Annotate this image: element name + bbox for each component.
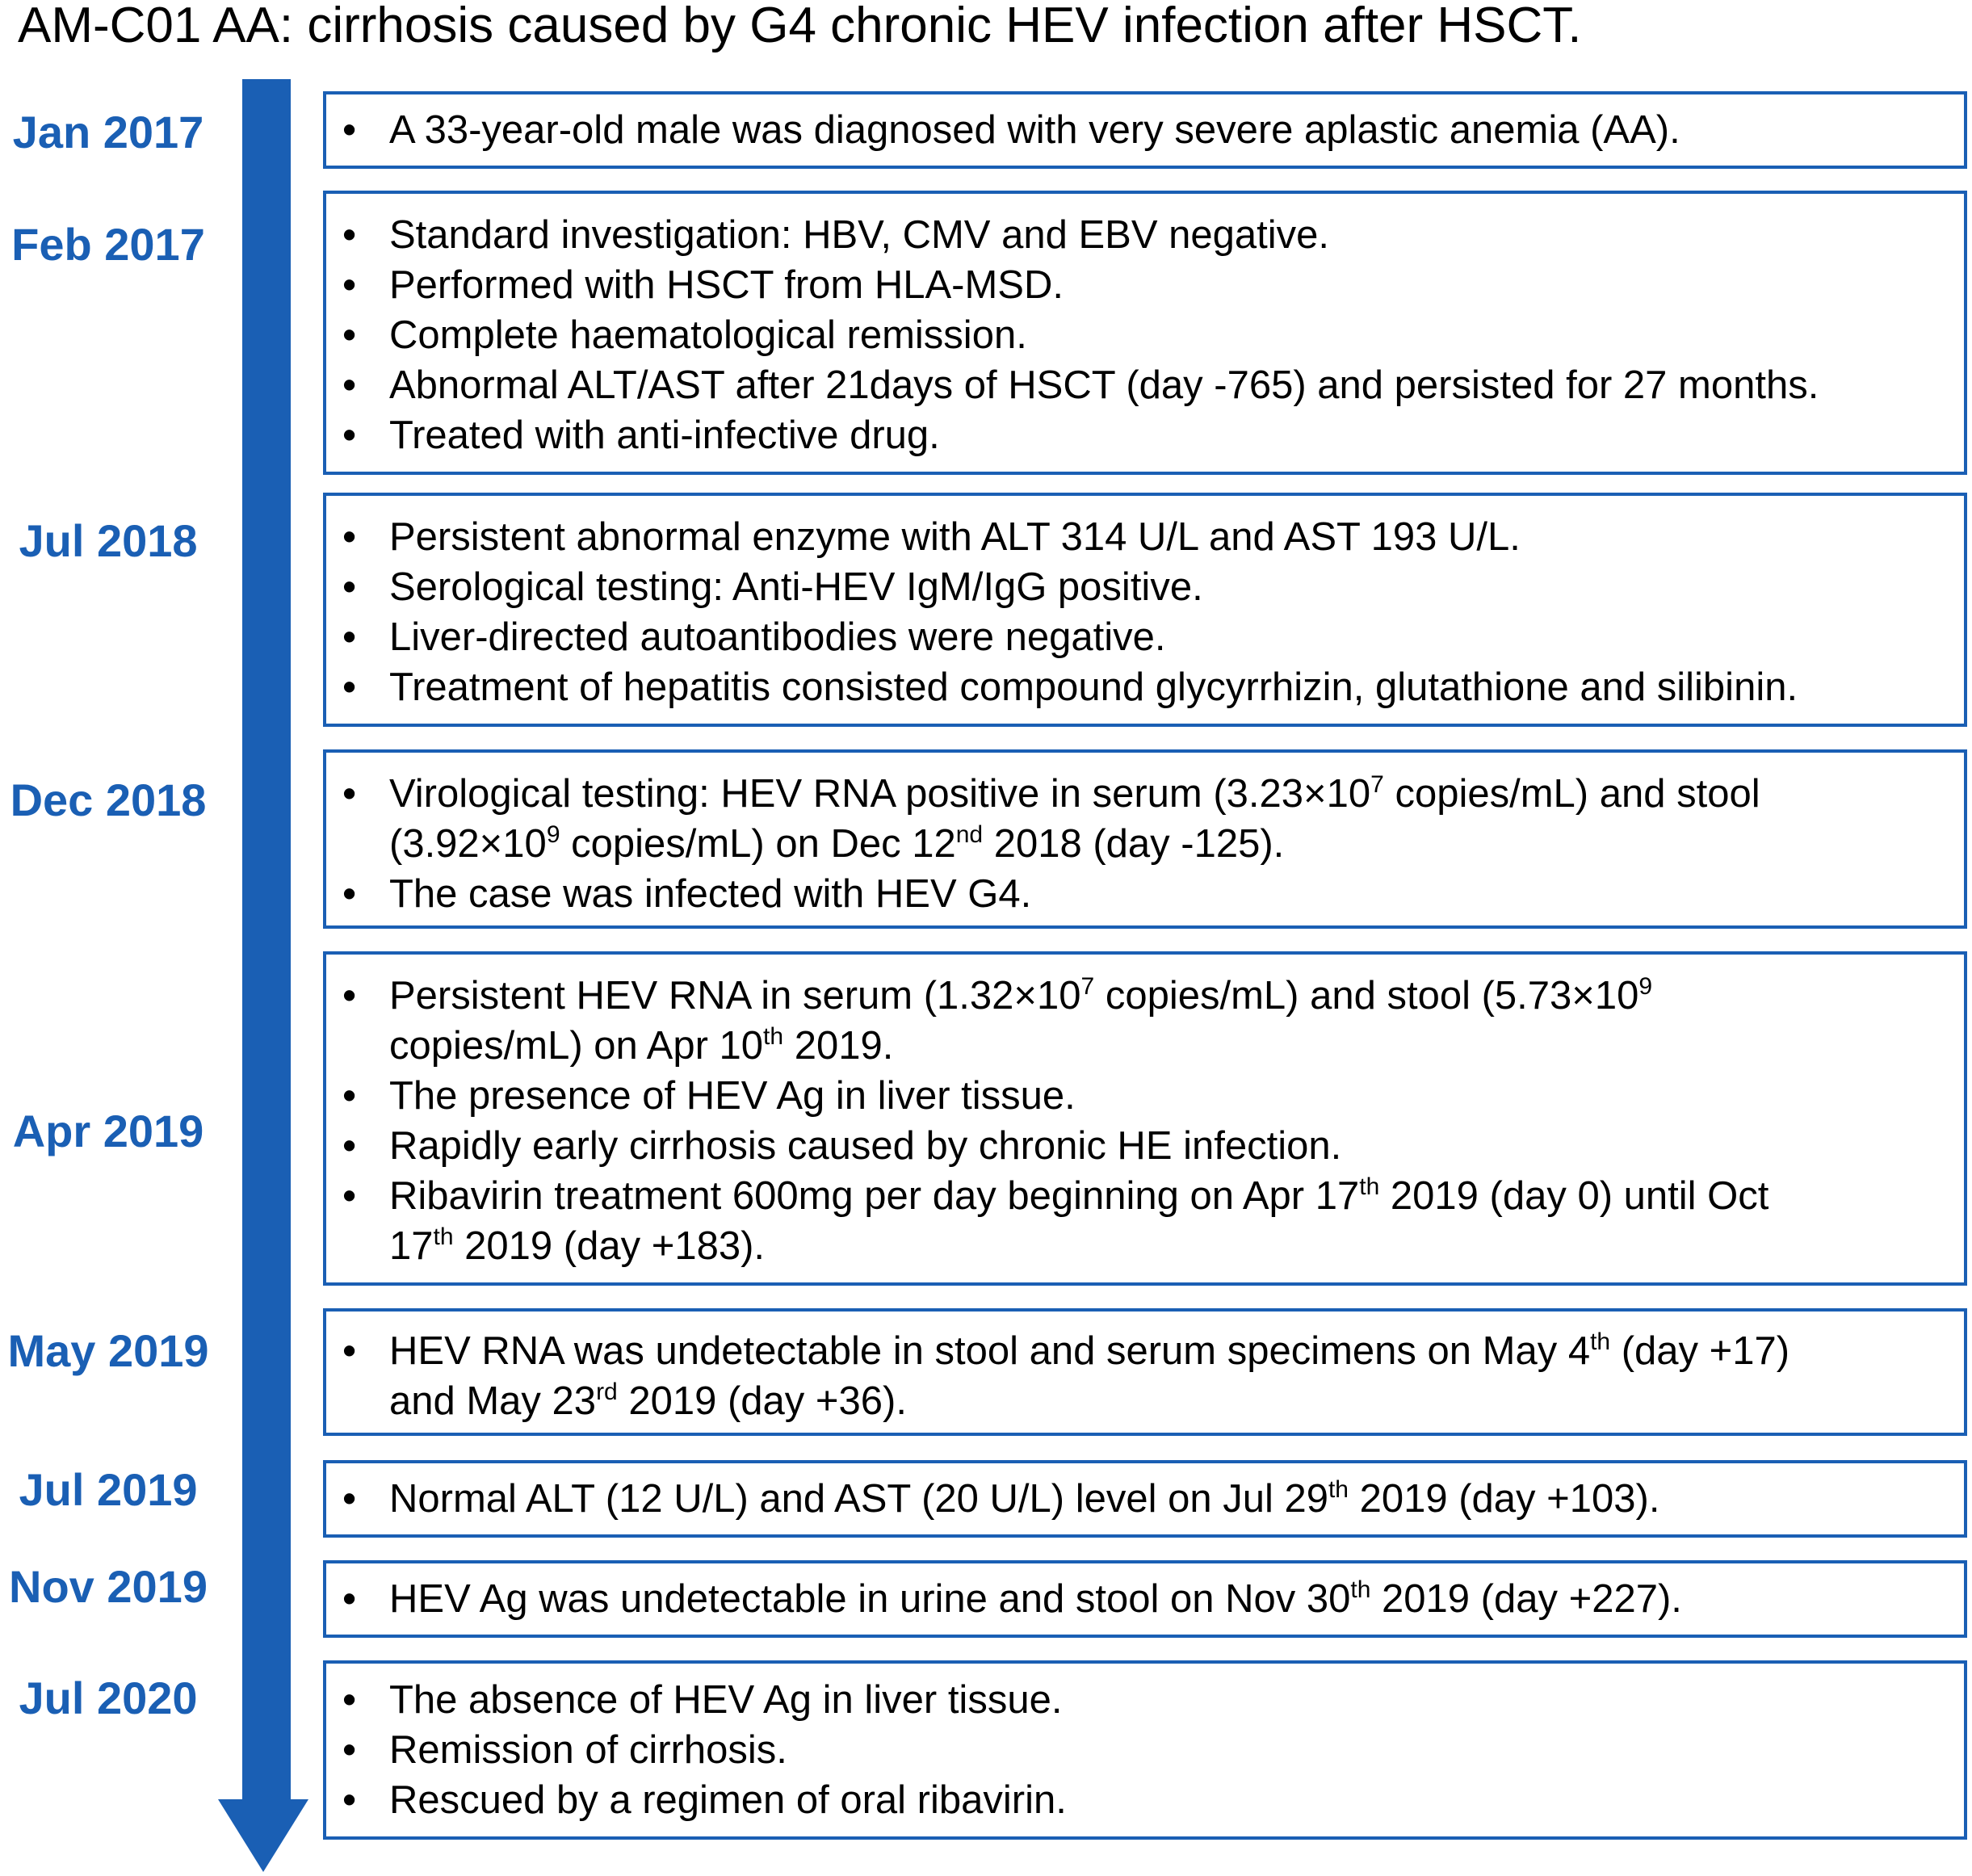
event-box-dec-2018 <box>323 749 1967 929</box>
date-nov-2019: Nov 2019 <box>9 1561 208 1612</box>
event-box-jul-2019 <box>323 1460 1967 1538</box>
event-box-jan-2017 <box>323 91 1967 169</box>
event-box-nov-2019 <box>323 1560 1967 1638</box>
event-item: • Rapidly early cirrhosis caused by chronic HE infection. <box>326 1121 1964 1171</box>
event-item: • Treatment of hepatitis consisted compound glycyrrhizin, glutathione and silibinin. <box>326 662 1964 712</box>
event-box-jul-2020 <box>323 1660 1967 1840</box>
event-item: • Performed with HSCT from HLA-MSD. <box>326 260 1964 310</box>
event-item: • The case was infected with HEV G4. <box>326 869 1964 919</box>
date-jan-2017: Jan 2017 <box>12 107 204 157</box>
date-jul-2018: Jul 2018 <box>19 515 198 566</box>
event-box-jul-2018 <box>323 493 1967 727</box>
event-item: • Rescued by a regimen of oral ribavirin. <box>326 1775 1964 1825</box>
event-item: • Persistent HEV RNA in serum ($1.32\times 10^7$ copies/mL) and stool ($5.73\times 10^9$ copies/mL) on Apr 10th 2019. <box>326 971 1964 1071</box>
timeline-arrow <box>218 79 308 1872</box>
event-item: • Ribavirin treatment 600mg per day beginning on Apr 17th 2019 (day 0) until Oct 17th 2019 (day +183). <box>326 1171 1964 1271</box>
event-item: • The presence of HEV Ag in liver tissue. <box>326 1071 1964 1121</box>
event-item: • Abnormal ALT/AST after 21days of HSCT (day -765) and persisted for 27 months. <box>326 360 1964 410</box>
event-box-apr-2019 <box>323 951 1967 1286</box>
event-item: • HEV Ag was undetectable in urine and stool on Nov 30th 2019 (day +227). <box>326 1574 1964 1624</box>
event-item: • Serological testing: Anti-HEV IgM/IgG positive. <box>326 562 1964 612</box>
date-may-2019: May 2019 <box>7 1325 209 1376</box>
date-jul-2019: Jul 2019 <box>19 1464 198 1515</box>
date-apr-2019: Apr 2019 <box>12 1106 204 1156</box>
event-item: • Standard investigation: HBV, CMV and EBV negative. <box>326 210 1964 260</box>
event-box-feb-2017 <box>323 191 1967 475</box>
date-feb-2017: Feb 2017 <box>11 219 205 270</box>
event-item: • The absence of HEV Ag in liver tissue. <box>326 1675 1964 1725</box>
event-item: • A 33-year-old male was diagnosed with very severe aplastic anemia (AA). <box>326 105 1964 155</box>
date-dec-2018: Dec 2018 <box>10 774 207 825</box>
event-item: • HEV RNA was undetectable in stool and serum specimens on May 4th (day +17) and May 23rd 2019 (day +36). <box>326 1326 1964 1426</box>
page-title: AM-C01 AA: cirrhosis caused by G4 chronic HEV infection after HSCT. <box>18 0 1582 53</box>
event-item: • Liver-directed autoantibodies were negative. <box>326 612 1964 662</box>
event-item: • Virological testing: HEV RNA positive in serum ($3.23\times 10^7$ copies/mL) and stool ($3.92\times 10^9$ copies/mL) on Dec 12nd 2018 (day -125). <box>326 769 1964 869</box>
event-item: • Persistent abnormal enzyme with ALT 314 U/L and AST 193 U/L. <box>326 512 1964 562</box>
event-item: • Remission of cirrhosis. <box>326 1725 1964 1775</box>
event-item: • Treated with anti-infective drug. <box>326 410 1964 460</box>
date-jul-2020: Jul 2020 <box>19 1672 198 1723</box>
event-box-may-2019 <box>323 1308 1967 1436</box>
event-item: • Normal ALT (12 U/L) and AST (20 U/L) level on Jul 29th 2019 (day +103). <box>326 1474 1964 1524</box>
event-item: • Complete haematological remission. <box>326 310 1964 360</box>
